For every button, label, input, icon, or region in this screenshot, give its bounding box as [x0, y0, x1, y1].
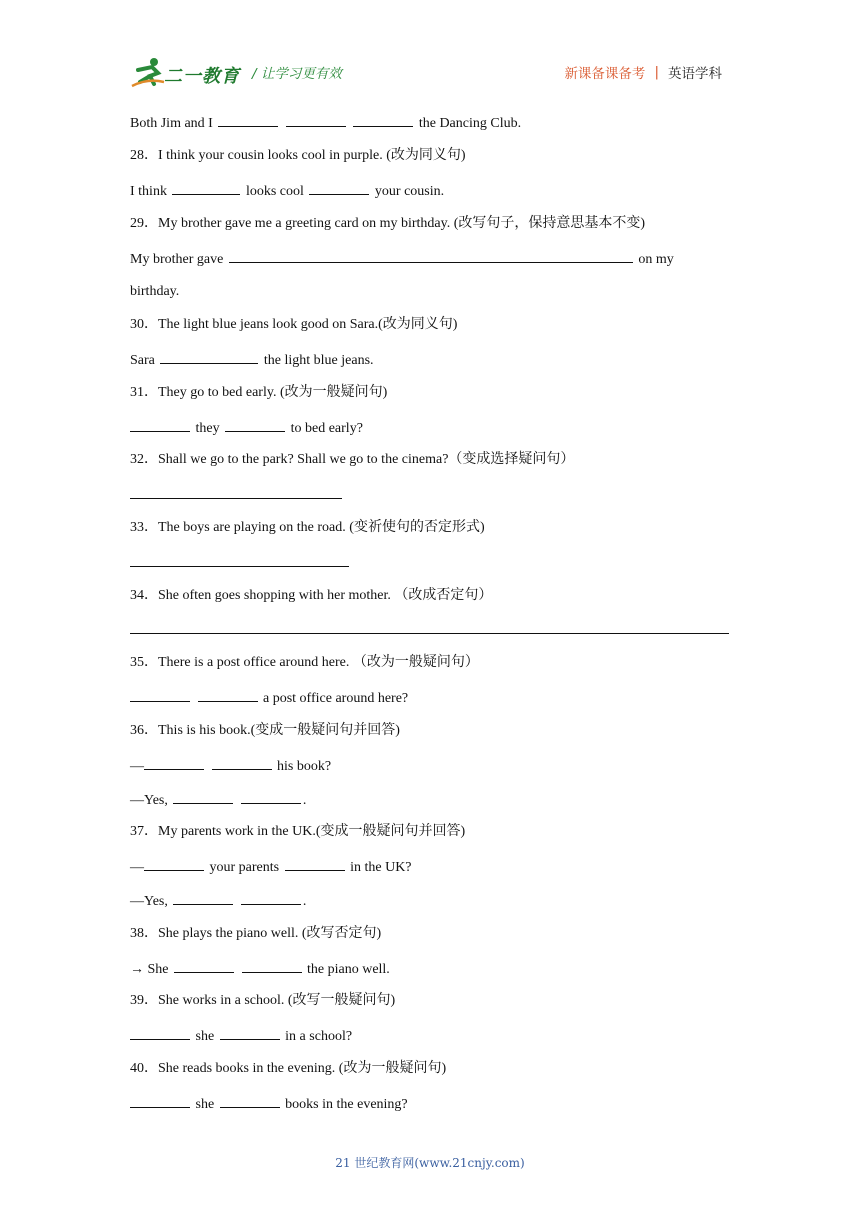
question-37: 37．My parents work in the UK.(变成一般疑问句并回答) [130, 824, 466, 839]
answer-line-37a [130, 857, 412, 877]
slogan: / 让学习更有效 [252, 66, 342, 82]
answer-line-31 [130, 418, 363, 438]
blank[interactable] [212, 756, 272, 770]
blank[interactable] [144, 857, 204, 871]
blank[interactable] [286, 113, 346, 127]
header-right [564, 62, 722, 82]
runner-logo-icon [130, 56, 166, 88]
question-39: 39．She works in a school. (改写一般疑问句) [130, 993, 396, 1008]
question-38: 38．She plays the piano well. (改写否定句) [130, 926, 382, 941]
logo [130, 56, 242, 88]
line-text: they [195, 421, 220, 436]
answer-rule-34[interactable] [130, 633, 729, 634]
blank[interactable] [241, 790, 301, 804]
answer-line-28 [130, 181, 444, 201]
line-text: in a school? [285, 1029, 353, 1044]
answer-line-27 [130, 113, 521, 133]
blank[interactable] [130, 1026, 190, 1040]
question-28: 28．I think your cousin looks cool in purple. (改为同义句) [130, 148, 466, 163]
answer-line-38 [130, 959, 390, 979]
blank[interactable] [144, 756, 204, 770]
answer-line-36a [130, 756, 331, 776]
blank[interactable] [198, 688, 258, 702]
blank[interactable] [130, 418, 190, 432]
blank[interactable] [242, 959, 302, 973]
question-34: 34．She often goes shopping with her mother. （改成否定句） [130, 588, 493, 603]
line-text: she [195, 1029, 215, 1044]
line-text: she [195, 1097, 215, 1112]
blank[interactable] [309, 181, 369, 195]
line-text: My brother gave [130, 252, 224, 267]
blank[interactable] [130, 1094, 190, 1108]
blank[interactable] [173, 790, 233, 804]
answer-line-29 [130, 249, 674, 269]
blank[interactable] [225, 418, 285, 432]
answer-line-36b [130, 790, 306, 810]
line-text: your parents [209, 860, 280, 875]
blank[interactable] [285, 857, 345, 871]
line-text: books in the evening? [285, 1097, 408, 1112]
line-text: the piano well. [307, 962, 390, 977]
line-text: Sara [130, 353, 155, 368]
question-31: 31．They go to bed early. (改为一般疑问句) [130, 385, 388, 400]
dash: — [130, 860, 144, 875]
answer-line-35 [130, 688, 408, 708]
line-text: to bed early? [290, 421, 363, 436]
blank[interactable] [220, 1094, 280, 1108]
line-text: . [302, 793, 307, 808]
question-29: 29．My brother gave me a greeting card on my birthday. (改写句子，保持意思基本不变) [130, 216, 646, 231]
line-text: in the UK? [350, 860, 412, 875]
page-footer: 21 世纪教育网(www.21cnjy.com) [335, 1156, 525, 1170]
question-35: 35．There is a post office around here. （改为一般疑问句） [130, 655, 479, 670]
line-text: his book? [277, 759, 332, 774]
answer-line-39 [130, 1026, 352, 1046]
answer-rule-33[interactable] [130, 566, 349, 567]
question-33: 33．The boys are playing on the road. (变祈使句的否定形式) [130, 520, 485, 535]
line-text: I think [130, 184, 167, 199]
course-label: 新课备课备考 [564, 66, 646, 82]
line-text: . [302, 894, 307, 909]
blank[interactable] [218, 113, 278, 127]
answer-rule-32[interactable] [130, 498, 342, 499]
blank[interactable] [173, 891, 233, 905]
blank[interactable] [160, 350, 258, 364]
question-36: 36．This is his book.(变成一般疑问句并回答) [130, 723, 400, 738]
line-text: your cousin. [374, 184, 445, 199]
logo-text: 二一教育 [164, 66, 240, 87]
line-text: → She [130, 962, 169, 977]
line-text: a post office around here? [263, 691, 409, 706]
blank[interactable] [174, 959, 234, 973]
answer-line-40 [130, 1094, 408, 1114]
blank[interactable] [229, 249, 633, 263]
question-40: 40．She reads books in the evening. (改为一般疑问句) [130, 1061, 447, 1076]
line-text: on my [638, 252, 674, 267]
blank[interactable] [353, 113, 413, 127]
question-32: 32．Shall we go to the park? Shall we go to the cinema?（变成选择疑问句） [130, 452, 575, 467]
blank[interactable] [220, 1026, 280, 1040]
answer-line-37b [130, 891, 306, 911]
subject-label: 英语学科 [668, 66, 722, 82]
line-text: the light blue jeans. [263, 353, 374, 368]
page-header [0, 0, 860, 100]
line-text: —Yes, [130, 793, 168, 808]
answer-line-29b: birthday. [130, 284, 180, 299]
line-text: the Dancing Club. [418, 116, 522, 131]
line-text: looks cool [245, 184, 304, 199]
blank[interactable] [241, 891, 301, 905]
dash: — [130, 759, 144, 774]
answer-line-30 [130, 350, 374, 370]
line-text: —Yes, [130, 894, 168, 909]
header-separator: | [654, 64, 659, 80]
blank[interactable] [130, 688, 190, 702]
line-text: Both Jim and I [130, 116, 213, 131]
blank[interactable] [172, 181, 240, 195]
question-30: 30．The light blue jeans look good on Sara.(改为同义句) [130, 317, 458, 332]
